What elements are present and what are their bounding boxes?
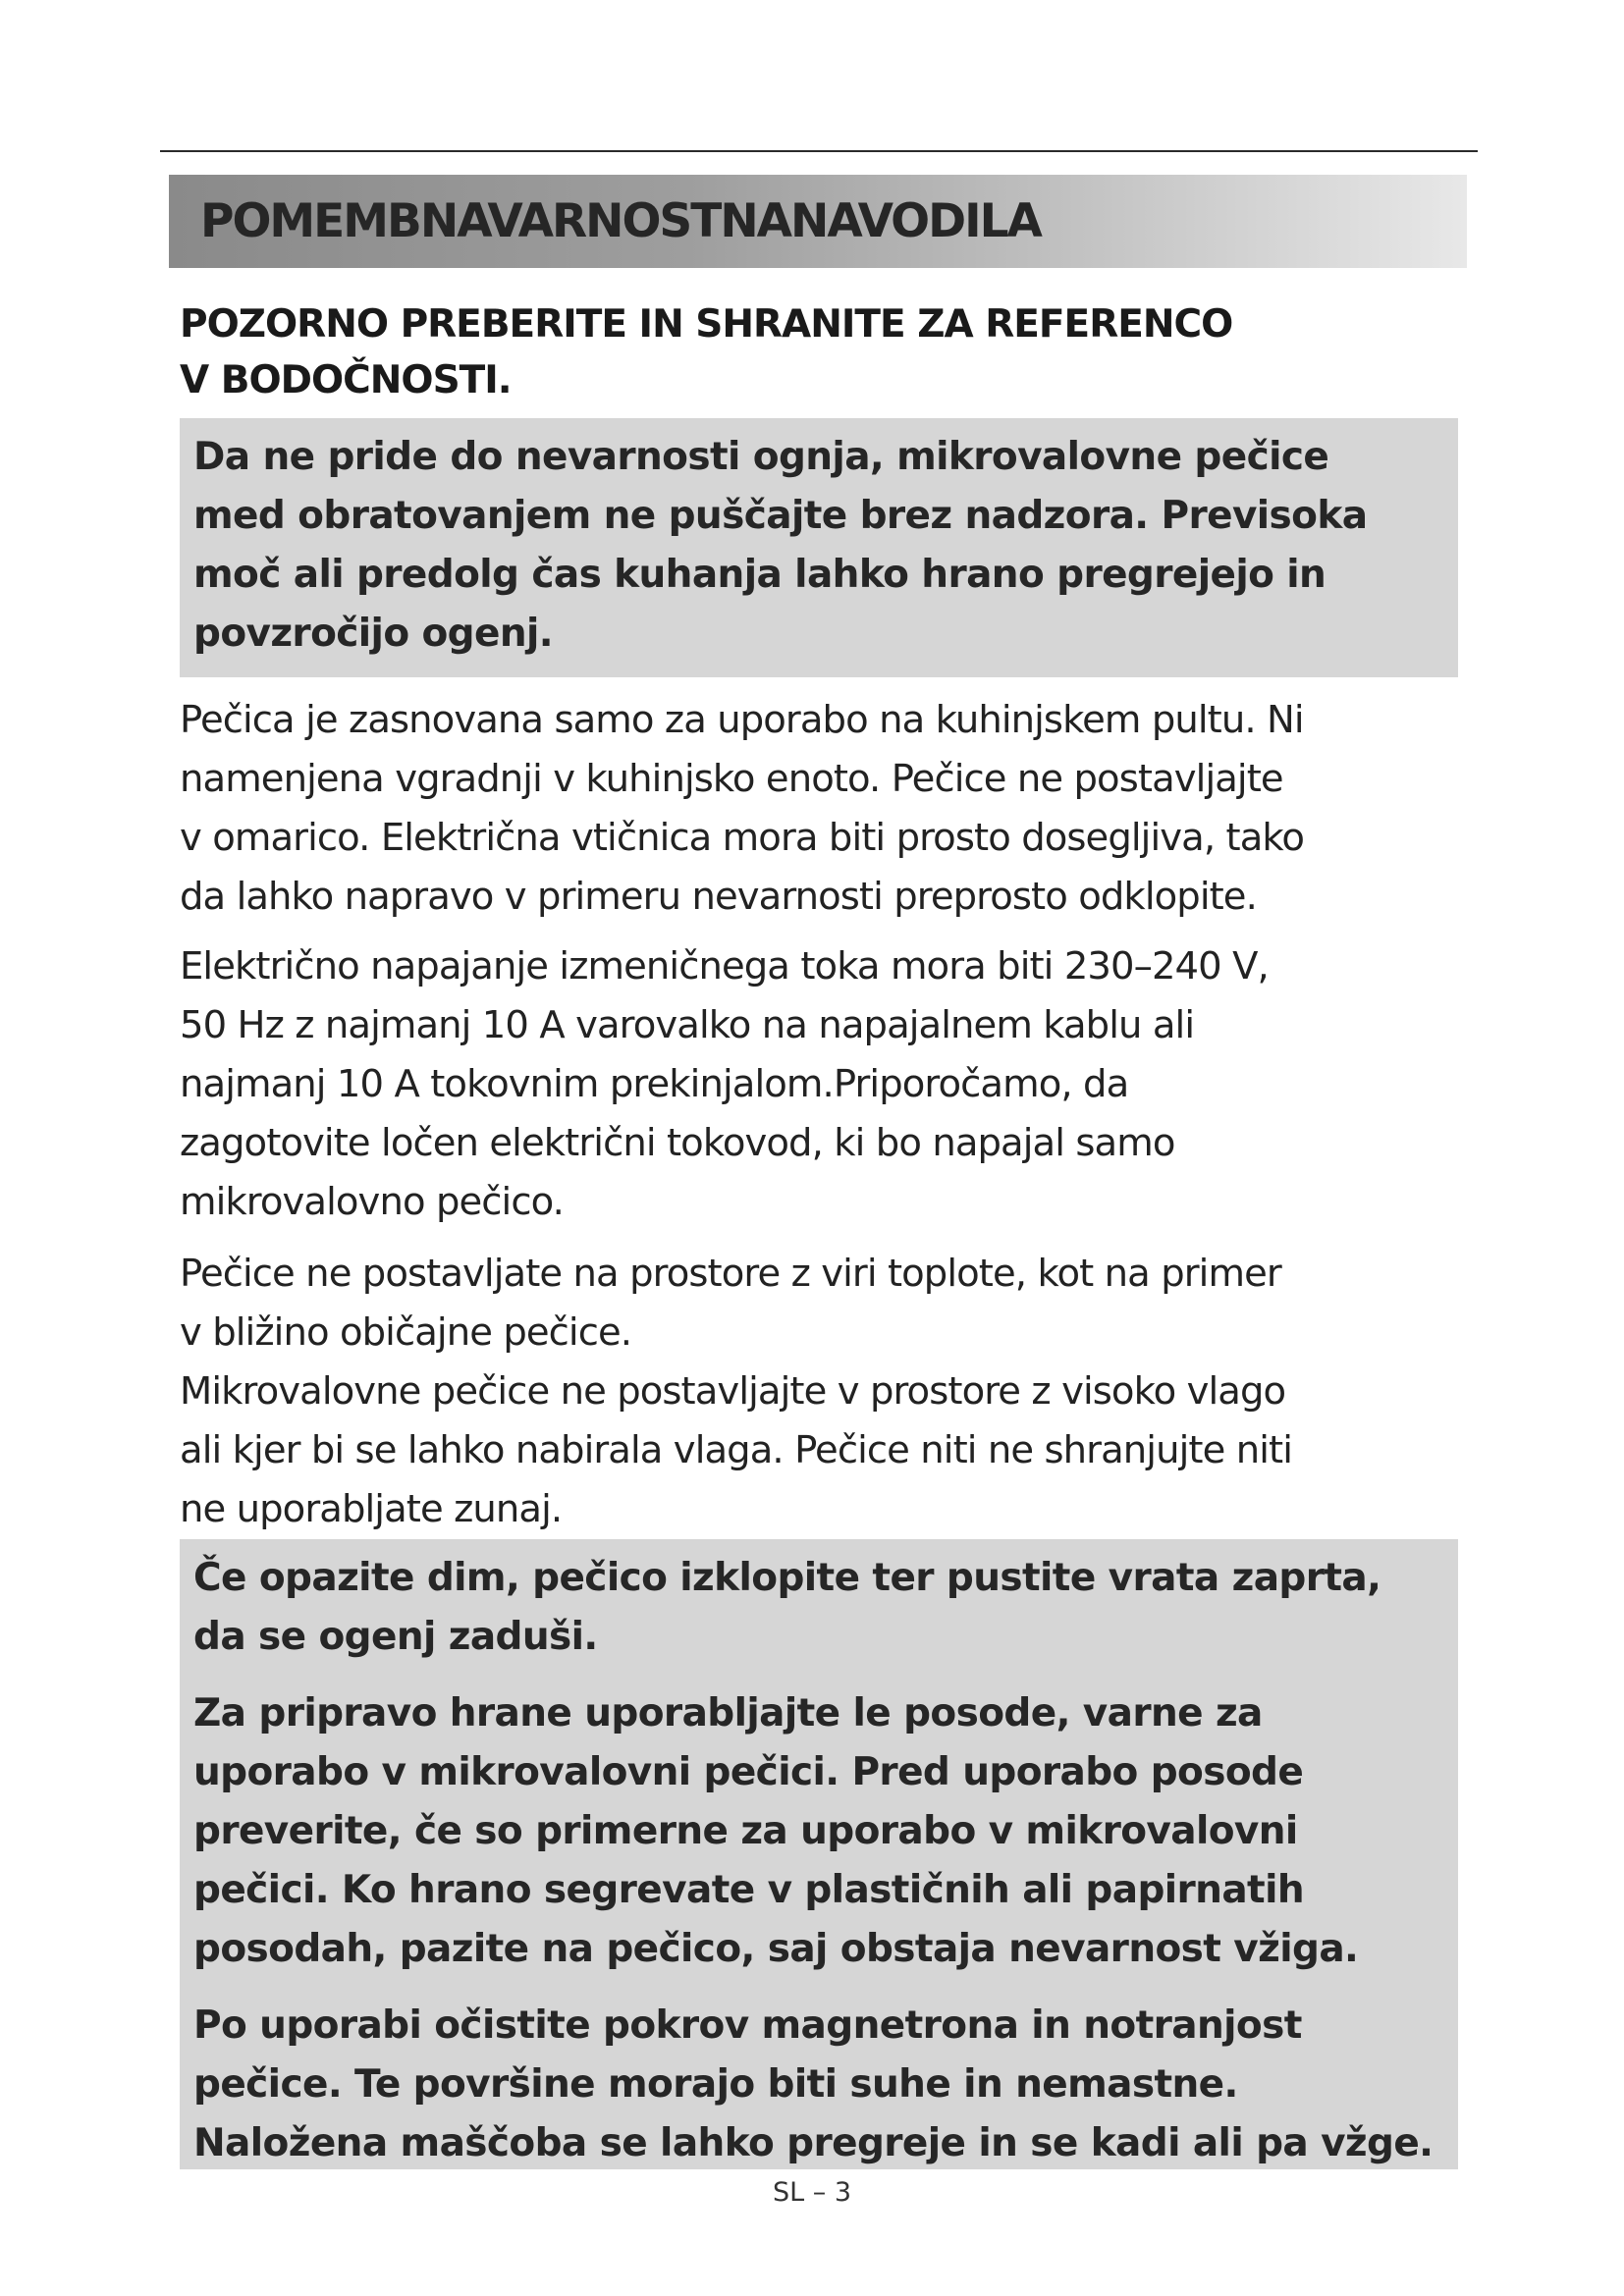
text-line: ne uporabljate zunaj. [180,1487,563,1531]
subheading-line: POZORNO PREBERITE IN SHRANITE ZA REFERENCO [180,302,1233,347]
warning-cleaning-text [193,1997,1444,2173]
text-line: Električno napajanje izmeničnega toka mora biti 230–240 V, [180,944,1269,988]
text-line: da lahko napravo v primeru nevarnosti preprosto odklopite. [180,875,1257,919]
warning-fire-text [193,428,1444,664]
text-line: povzročijo ogenj. [193,612,553,656]
text-line: Da ne pride do nevarnosti ognja, mikrovalovne pečice [193,435,1329,479]
text-line: Po uporabi očistite pokrov magnetrona in notranjost [193,2003,1302,2048]
text-line: Naložena maščoba se lahko pregreje in se kadi ali pa vžge. [193,2121,1434,2165]
text-line: ali kjer bi se lahko nabirala vlaga. Pečice niti ne shranjujte niti [180,1428,1293,1472]
subheading-line: V BODOČNOSTI. [180,358,512,402]
paragraph-placement [180,691,1456,927]
section-title: POMEMBNAVARNOSTNANAVODILA [200,194,1041,248]
text-line: preverite, če so primerne za uporabo v mikrovalovni [193,1809,1298,1853]
text-line: 50 Hz z najmanj 10 A varovalko na napajalnem kablu ali [180,1003,1195,1047]
text-line: v omarico. Električna vtičnica mora biti prosto dosegljiva, tako [180,816,1305,860]
text-line: namenjena vgradnji v kuhinjsko enoto. Pečice ne postavljajte [180,757,1283,801]
text-line: zagotovite ločen električni tokovod, ki bo napajal samo [180,1121,1175,1165]
paragraph-moisture [180,1362,1456,1539]
text-line: Če opazite dim, pečico izklopite ter pustite vrata zaprta, [193,1556,1381,1600]
subheading [180,296,1436,408]
top-rule [160,150,1478,152]
warning-containers-text [193,1684,1444,1979]
text-line: med obratovanjem ne puščajte brez nadzora. Previsoka [193,494,1368,538]
text-line: v bližino običajne pečice. [180,1310,632,1355]
section-title-bar [169,175,1467,268]
text-line: Pečica je zasnovana samo za uporabo na kuhinjskem pultu. Ni [180,698,1304,742]
text-line: mikrovalovno pečico. [180,1180,564,1224]
text-line: pečici. Ko hrano segrevate v plastičnih ali papirnatih [193,1868,1305,1912]
text-line: najmanj 10 A tokovnim prekinjalom.Priporočamo, da [180,1062,1129,1106]
paragraph-power-supply [180,937,1456,1232]
warning-box-fire [180,418,1458,677]
text-line: uporabo v mikrovalovni pečici. Pred uporabo posode [193,1750,1304,1794]
text-line: pečice. Te površine morajo biti suhe in nemastne. [193,2062,1238,2107]
text-line: Pečice ne postavljate na prostore z viri toplote, kot na primer [180,1252,1281,1296]
paragraph-heat-sources [180,1245,1456,1362]
text-line: da se ogenj zaduši. [193,1615,598,1659]
page-number: SL – 3 [772,2177,852,2208]
text-line: Mikrovalovne pečice ne postavljajte v prostore z visoko vlago [180,1369,1286,1414]
text-line: moč ali predolg čas kuhanja lahko hrano pregrejejo in [193,553,1326,597]
warning-smoke-text [193,1549,1444,1667]
text-line: Za pripravo hrane uporabljajte le posode, varne za [193,1691,1263,1735]
text-line: posodah, pazite na pečico, saj obstaja nevarnost vžiga. [193,1927,1359,1971]
warning-box-usage [180,1539,1458,2169]
